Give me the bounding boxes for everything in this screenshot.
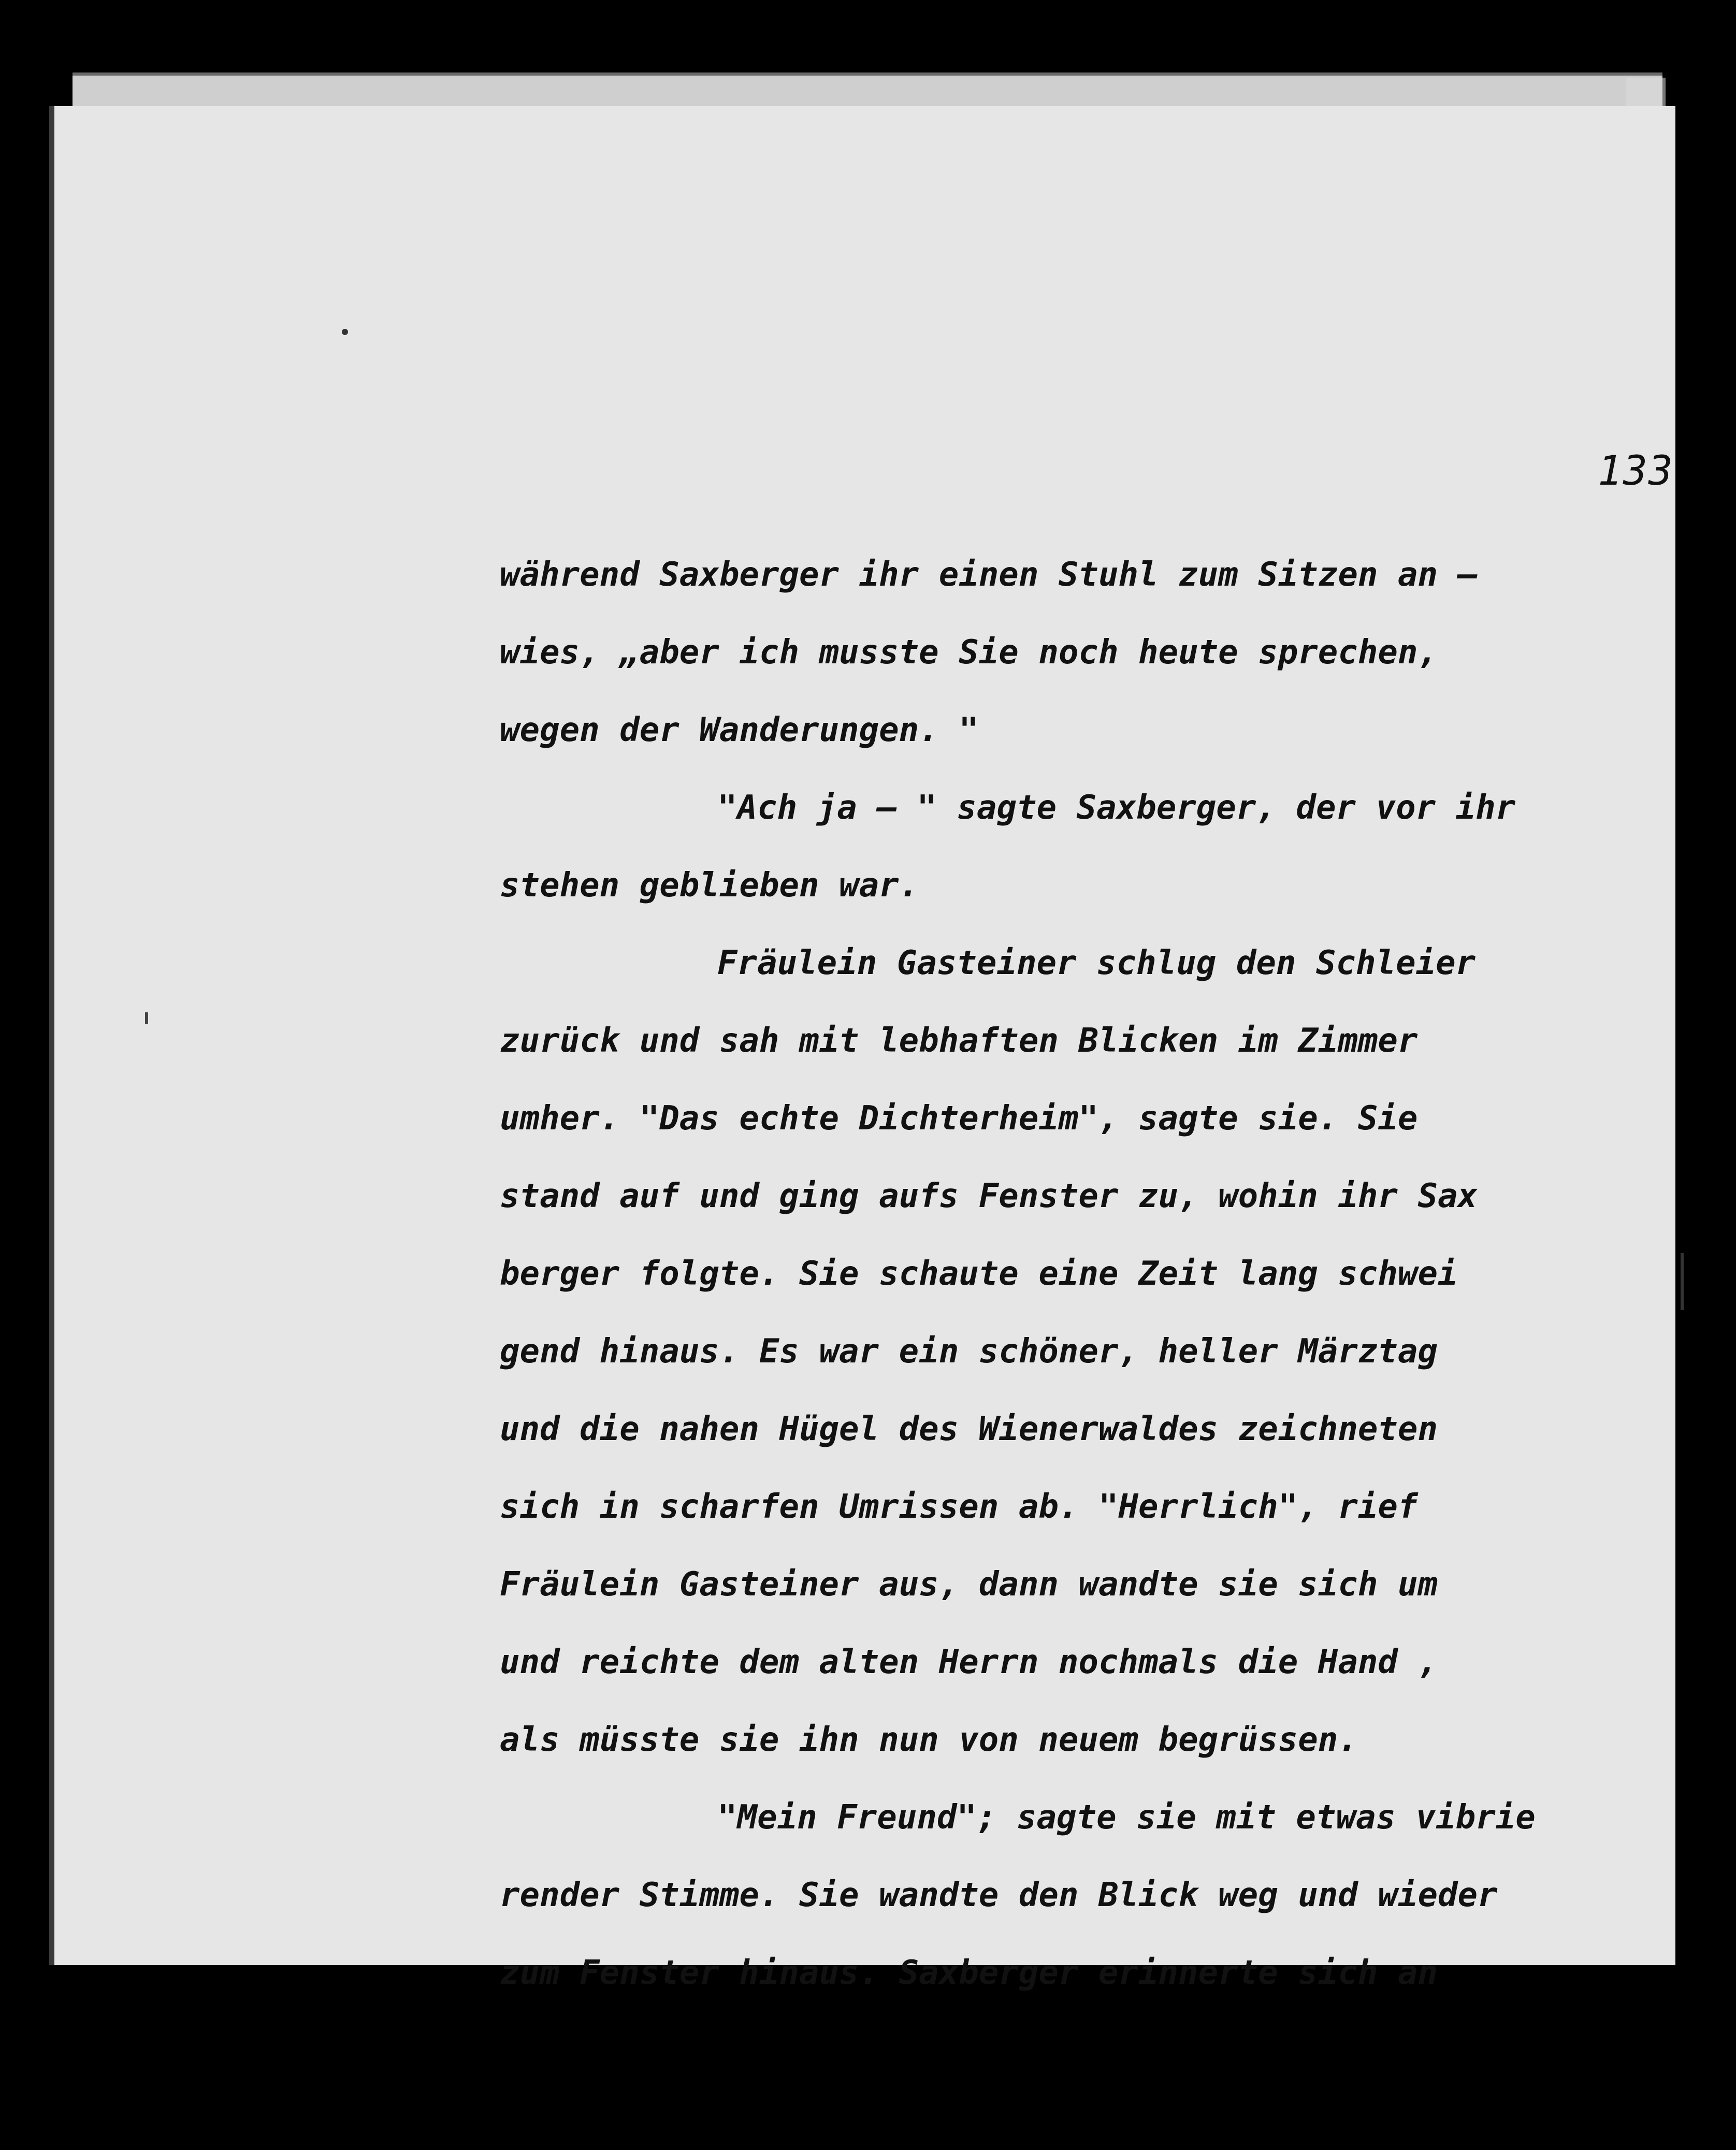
typewritten-page <box>49 106 1675 1992</box>
text-line: Fräulein Gasteiner schlug den Schleier <box>717 944 1476 982</box>
text-line: wies, „aber ich musste Sie noch heute sprechen, <box>500 633 1438 672</box>
text-line: "Mein Freund"; sagte sie mit etwas vibrie <box>717 1798 1536 1837</box>
margin-mark <box>145 1012 148 1024</box>
text-line: wegen der Wanderungen. " <box>500 711 979 749</box>
text-line: als müsste sie ihn nun von neuem begrüssen. <box>500 1721 1358 1759</box>
page-number: 133 <box>1598 448 1674 495</box>
ink-speck <box>342 329 348 335</box>
text-line: umher. "Das echte Dichterheim", sagte sie. Sie <box>500 1099 1418 1138</box>
text-line: zurück und sah mit lebhaften Blicken im Zimmer <box>500 1022 1418 1060</box>
text-line: und reichte dem alten Herrn nochmals die Hand , <box>500 1643 1438 1681</box>
text-line: stehen geblieben war. <box>500 866 919 905</box>
text-line: "Ach ja – " sagte Saxberger, der vor ihr <box>717 789 1516 827</box>
text-line: Fräulein Gasteiner aus, dann wandte sie sich um <box>500 1565 1438 1604</box>
text-line: gend hinaus. Es war ein schöner, heller Märztag <box>500 1332 1438 1371</box>
text-line: berger folgte. Sie schaute eine Zeit lang schwei <box>500 1255 1458 1293</box>
text-line: während Saxberger ihr einen Stuhl zum Sitzen an – <box>500 556 1478 594</box>
text-line: zum Fenster hinaus. Saxberger erinnerte sich an <box>500 1954 1438 1992</box>
text-line: stand auf und ging aufs Fenster zu, wohin ihr Sax <box>500 1177 1478 1215</box>
text-line: und die nahen Hügel des Wienerwaldes zeichneten <box>500 1410 1438 1448</box>
text-line: sich in scharfen Umrissen ab. "Herrlich", rief <box>500 1488 1418 1526</box>
text-line: render Stimme. Sie wandte den Blick weg und wieder <box>500 1876 1498 1914</box>
page-text <box>500 536 1706 2012</box>
